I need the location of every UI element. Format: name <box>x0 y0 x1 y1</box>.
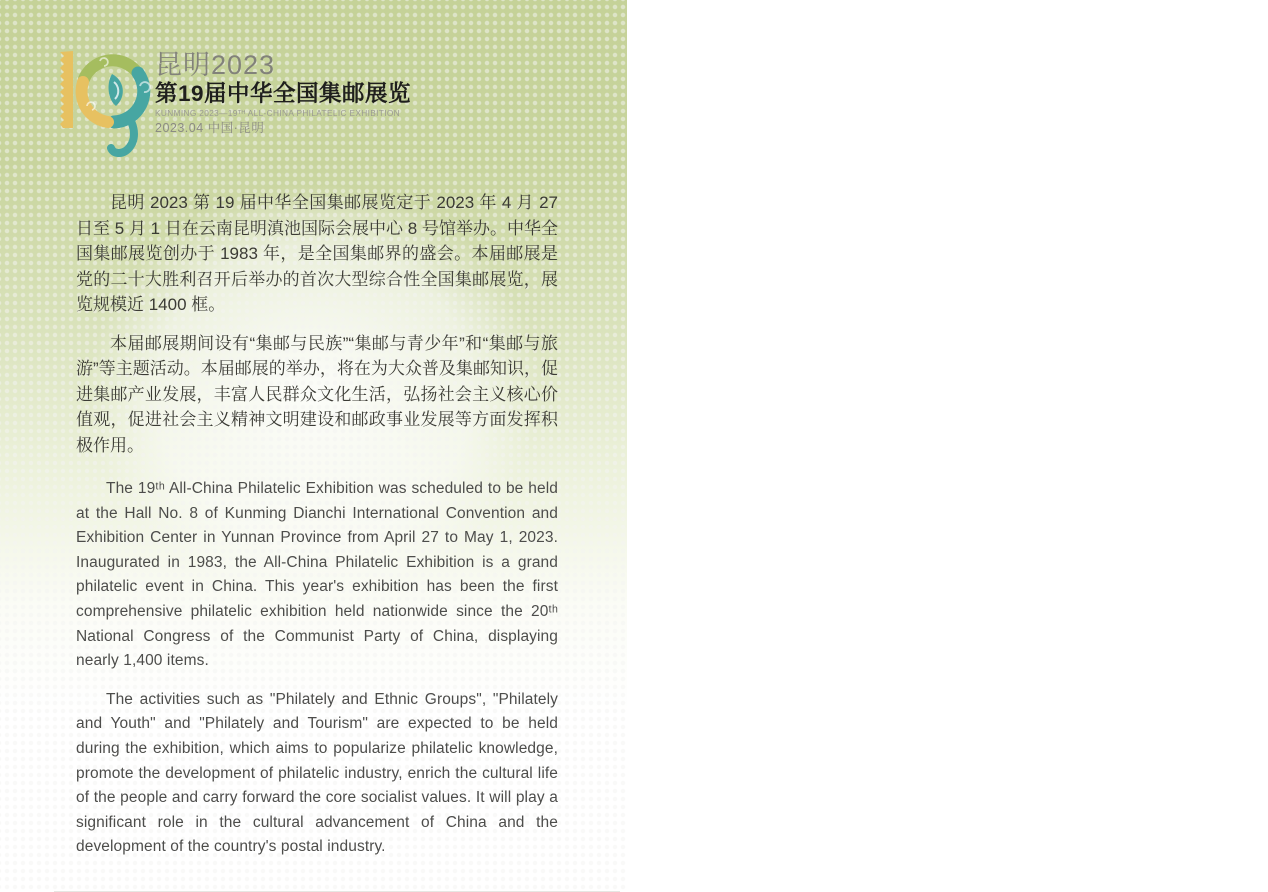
logo-text-block <box>155 51 411 136</box>
paragraph-en-2: The activities such as "Philately and Ethnic Groups", "Philately and Youth" and "Philately and Tourism" are expected to be held during the exhibition, which aims to popularize philatelic knowledge, promote the development of philatelic industry, enrich the cultural life of the people and carry forward the core socialist values. It will play a significant role in the cultural advancement of China and the development of the country's postal industry. <box>76 690 558 856</box>
feather-number-19-icon <box>56 46 156 158</box>
logo-date-place: 2023.04 中国·昆明 <box>155 121 265 135</box>
logo-title-en: KUNMING 2023—19ᵀᴴ ALL-CHINA PHILATELIC EXHIBITION <box>155 108 401 118</box>
exhibition-logo-block <box>0 0 627 170</box>
brochure-page <box>0 0 627 892</box>
logo-city-year: 昆明2023 <box>155 50 276 80</box>
blank-right-area <box>627 0 1268 892</box>
paragraph-en-1: The 19ᵗʰ All-China Philatelic Exhibition was scheduled to be held at the Hall No. 8 of Kunming Dianchi International Convention and Exhibition Center in Yunnan Province from April 27 to May 1, 2023. Inaugurated in 1983, the All-China Philatelic Exhibition is a grand philatelic event in China. This year's exhibition has been the first comprehensive philatelic exhibition held nationwide since the 20ᵗʰ National Congress of the Communist Party of China, displaying nearly 1,400 items. <box>76 480 558 670</box>
paragraph-cn-2: 本届邮展期间设有“集邮与民族”“集邮与青少年”和“集邮与旅游”等主题活动。本届邮展的举办，将在为大众普及集邮知识，促进集邮产业发展，丰富人民群众文化生活，弘扬社会主义核心价值观，促进社会主义精神文明建设和邮政事业发展等方面发挥积极作用。 <box>76 333 558 455</box>
paragraph-cn-1: 昆明 2023 第 19 届中华全国集邮展览定于 2023 年 4 月 27 日至 5 月 1 日在云南昆明滇池国际会展中心 8 号馆举办。中华全国集邮展览创办于 1983 年，是全国集邮界的盛会。本届邮展是党的二十大胜利召开后举办的首次大型综合性全国集邮展览，展览规模近 1400 框。 <box>76 193 558 314</box>
body-text <box>76 190 558 874</box>
logo-title-cn: 第19届中华全国集邮展览 <box>155 81 412 106</box>
